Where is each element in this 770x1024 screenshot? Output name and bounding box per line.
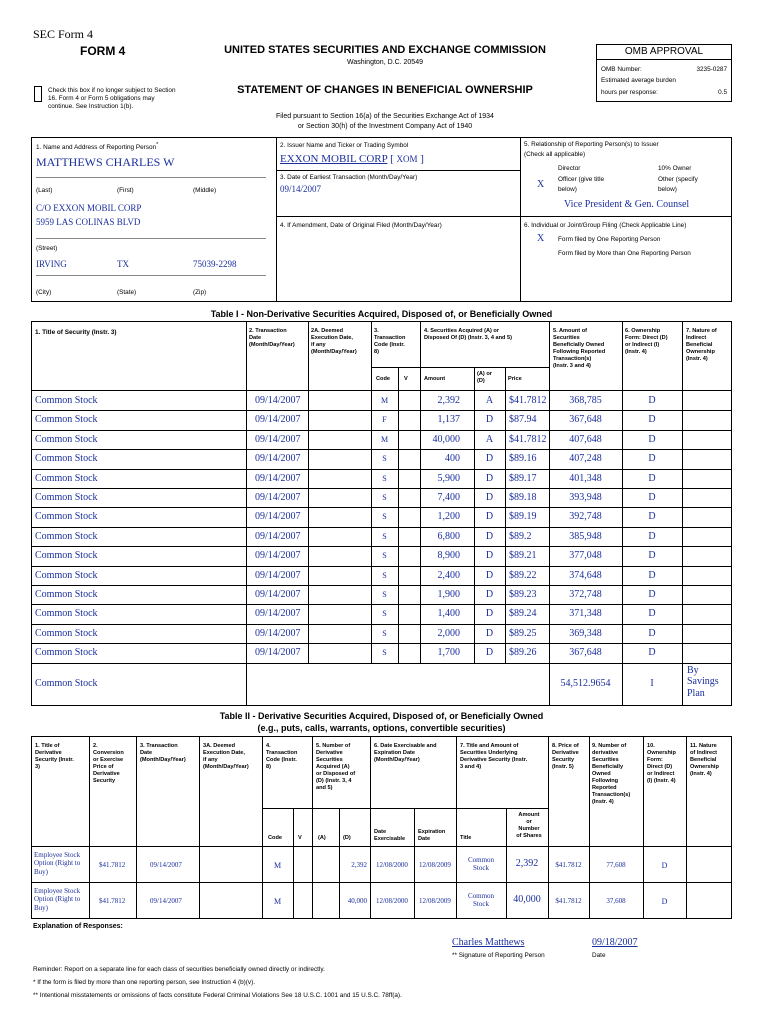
security-title: Common Stock	[35, 530, 98, 542]
acquired-disposed: D	[485, 492, 494, 503]
officer-checkmark[interactable]: X	[537, 179, 545, 190]
footnote-2: ** Intentional misstatements or omissions of facts constitute Federal Criminal Violations See 18 U.S.C. 1001 and 15 U.S.C. 78ff(a).	[33, 992, 402, 999]
transaction-code: S	[382, 454, 387, 464]
middle-label: (Middle)	[193, 187, 217, 194]
date-exercisable: 12/08/2000	[376, 897, 408, 905]
price: $89.24	[509, 608, 537, 620]
acquired-disposed: D	[485, 453, 494, 465]
price: $89.25	[509, 627, 537, 639]
street-label: (Street)	[36, 245, 58, 252]
table2-title-2: (e.g., puts, calls, warrants, options, convertible securities)	[257, 723, 506, 733]
t1-sub-v: V	[404, 376, 408, 382]
ownership-form: D	[648, 569, 656, 581]
t2-col-nature: 11. Nature of Indirect Beneficial Ownership (Instr. 4)	[690, 743, 719, 777]
t1-sub-amount: Amount	[424, 376, 446, 382]
transaction-code: S	[382, 609, 387, 619]
disposed-amount: 2,392	[351, 861, 367, 869]
transaction-code: S	[382, 512, 387, 522]
officer-label-1: Officer (give title	[558, 176, 605, 183]
last-label: (Last)	[36, 187, 53, 194]
ownership-form: D	[648, 647, 656, 659]
t2-col-owned: 9. Number of derivative Securities Beneficially Owned Following Reported Transaction(s) (Instr. 4)	[592, 743, 631, 805]
price: $41.7812	[509, 433, 547, 445]
conversion-price: $41.7812	[99, 897, 126, 905]
t1-col-owned: 5. Amount of Securities Beneficially Owned Following Reported Transaction(s) (Instr. 3 and 4)	[553, 328, 606, 369]
reminder-text: Reminder: Report on a separate line for each class of securities beneficially owned directly or indirectly.	[33, 966, 325, 973]
amount-owned: 385,948	[569, 530, 602, 542]
nature-of-ownership: By Savings Plan	[687, 664, 719, 699]
security-title: Common Stock	[35, 511, 98, 523]
explanation-label: Explanation of Responses:	[33, 923, 123, 930]
security-title: Common Stock	[35, 395, 98, 406]
form-label: SEC Form 4	[33, 27, 94, 41]
city-value: IRVING	[36, 259, 67, 269]
transaction-code: S	[382, 531, 387, 541]
t2-col-code: 4. Transaction Code (Instr. 8)	[266, 743, 298, 770]
ownership-form: D	[648, 550, 656, 562]
ownership-form: D	[648, 492, 656, 503]
issuer-label: 2. Issuer Name and Ticker or Trading Symbol	[280, 142, 409, 149]
derivative-price: $41.7812	[555, 861, 582, 869]
acquired-disposed: D	[485, 530, 494, 542]
footnote-1: * If the form is filed by more than one reporting person, see Instruction 4 (b)(v).	[33, 979, 255, 986]
security-title: Common Stock	[35, 677, 98, 689]
transaction-code: S	[382, 473, 387, 483]
transaction-date: 09/14/2007	[150, 897, 182, 905]
securities-amount: 2,000	[437, 627, 460, 639]
expiration-date: 12/08/2009	[419, 897, 451, 905]
t2-sub-title: Title	[460, 835, 472, 841]
acquired-disposed: A	[485, 433, 494, 445]
zip-label: (Zip)	[193, 289, 207, 296]
t2-sub-v: V	[298, 835, 302, 841]
transaction-code: M	[380, 434, 389, 444]
ownership-form: D	[661, 861, 668, 870]
date-exercisable: 12/08/2000	[376, 861, 408, 869]
transaction-date: 09/14/2007	[255, 414, 301, 426]
amount-owned: 377,048	[569, 550, 602, 562]
section16-text: Check this box if no longer subject to Section 16. Form 4 or Form 5 obligations may continue. See Instruction 1(b).	[48, 87, 176, 110]
derivative-title: Employee Stock Option (Right to Buy)	[34, 887, 81, 912]
transaction-code: M	[380, 396, 389, 405]
transaction-date: 09/14/2007	[255, 608, 301, 620]
amount-owned: 371,348	[569, 608, 602, 620]
acquired-disposed: D	[485, 569, 494, 581]
amount-owned: 367,648	[569, 414, 602, 426]
more-persons-label: Form filed by More than One Reporting Person	[558, 250, 691, 257]
amount-owned: 37,608	[606, 897, 626, 905]
filed-pursuant-2: or Section 30(h) of the Investment Company Act of 1940	[297, 123, 473, 130]
t1-sub-ad: (A) or (D)	[477, 371, 492, 384]
director-label: Director	[558, 165, 581, 172]
expiration-date: 12/08/2009	[419, 861, 451, 869]
ownership-form: D	[648, 530, 656, 542]
t2-sub-d: (D)	[343, 835, 351, 841]
price: $89.16	[509, 453, 537, 465]
amount-owned: 77,608	[606, 861, 626, 869]
officer-title: Vice President & Gen. Counsel	[564, 199, 690, 210]
security-title: Common Stock	[35, 550, 98, 562]
t2-sub-a: (A)	[318, 835, 326, 841]
city-label: (City)	[36, 289, 52, 296]
underlying-title: Common Stock	[467, 856, 495, 873]
ownership-form: D	[648, 395, 656, 406]
price: $87.94	[509, 414, 537, 426]
transaction-code: S	[382, 648, 387, 658]
ownership-form: D	[648, 453, 656, 465]
price: $89.21	[509, 550, 537, 562]
t2-col-title: 1. Title of Derivative Security (Instr. 3)	[35, 743, 74, 770]
security-title: Common Stock	[35, 472, 98, 484]
derivative-title: Employee Stock Option (Right to Buy)	[34, 851, 81, 876]
state-value: TX	[117, 259, 129, 269]
acquired-disposed: D	[485, 550, 494, 562]
security-title: Common Stock	[35, 414, 98, 426]
ownership-form: I	[650, 677, 654, 689]
reporting-person-label: 1. Name and Address of Reporting Person*	[36, 142, 159, 152]
filed-pursuant-1: Filed pursuant to Section 16(a) of the Securities Exchange Act of 1934	[276, 113, 494, 120]
t1-col-date: 2. Transaction Date (Month/Day/Year)	[249, 328, 295, 348]
amount-owned: 372,748	[569, 589, 602, 600]
amount-owned: 392,748	[569, 511, 602, 523]
signature-label: ** Signature of Reporting Person	[452, 952, 545, 959]
ownership-form: D	[661, 897, 668, 906]
transaction-date: 09/14/2007	[255, 395, 301, 406]
price: $89.18	[509, 492, 537, 503]
securities-amount: 6,800	[437, 530, 460, 542]
transaction-code: S	[382, 590, 387, 599]
t2-col-number: 5. Number of Derivative Securities Acquired (A) or Disposed of (D) (Instr. 3, 4 and 5)	[316, 743, 356, 791]
earliest-transaction-date: 09/14/2007	[280, 184, 322, 194]
transaction-date: 09/14/2007	[255, 433, 301, 445]
t2-sub-amount: Amount or Number of Shares	[516, 812, 542, 839]
security-title: Common Stock	[35, 433, 98, 445]
date-label: Date	[592, 952, 606, 959]
issuer-name: EXXON MOBIL CORP [ XOM ]	[280, 153, 424, 165]
ownership-form: D	[648, 589, 656, 600]
agency-location: Washington, D.C. 20549	[346, 59, 423, 66]
t2-col-ownership-form: 10. Ownership Form: Direct (D) or Indirect (I) (Instr. 4)	[647, 743, 676, 784]
acquired-disposed: A	[485, 395, 494, 406]
agency-title: UNITED STATES SECURITIES AND EXCHANGE COMMISSION	[224, 44, 546, 56]
omb-burden-value: 0.5	[718, 89, 727, 96]
transaction-date: 09/14/2007	[255, 492, 301, 503]
security-title: Common Stock	[35, 589, 98, 600]
amount-owned: 401,348	[569, 472, 602, 484]
filing-label: 6. Individual or Joint/Group Filing (Check Applicable Line)	[524, 222, 687, 229]
t1-col-nature: 7. Nature of Indirect Beneficial Ownership (Instr. 4)	[686, 328, 717, 362]
transaction-code: M	[273, 861, 282, 870]
securities-amount: 40,000	[432, 433, 460, 445]
ownership-form: D	[648, 511, 656, 523]
security-title: Common Stock	[35, 492, 98, 503]
conversion-price: $41.7812	[99, 861, 126, 869]
transaction-date: 09/14/2007	[255, 589, 301, 600]
amount-owned: 367,648	[569, 647, 602, 659]
relationship-check-label: (Check all applicable)	[524, 151, 586, 158]
security-title: Common Stock	[35, 569, 98, 581]
t1-sub-price: Price	[508, 376, 522, 382]
securities-amount: 1,137	[437, 414, 460, 426]
other-label-2: below)	[658, 186, 677, 193]
acquired-disposed: D	[485, 511, 494, 523]
t1-col-code: 3. Transaction Code (Instr. 8)	[374, 328, 406, 355]
derivative-price: $41.7812	[555, 897, 582, 905]
transaction-code: M	[273, 897, 282, 906]
t2-col-price: 8. Price of Derivative Security (Instr. 5)	[552, 743, 579, 770]
acquired-disposed: D	[485, 627, 494, 639]
transaction-code: S	[382, 570, 387, 580]
omb-burden-label-1: Estimated average burden	[601, 77, 676, 84]
price: $89.19	[509, 511, 537, 523]
securities-amount: 5,900	[437, 472, 460, 484]
amount-owned: 54,512.9654	[560, 677, 611, 689]
issuer-ticker: XOM	[396, 154, 418, 164]
t1-col-title: 1. Title of Security (Instr. 3)	[35, 329, 117, 336]
amount-owned: 393,948	[569, 492, 602, 503]
t1-sub-code: Code	[376, 376, 390, 382]
t1-col-ownership-form: 6. Ownership Form: Direct (D) or Indirect (I) (Instr. 4)	[625, 328, 668, 355]
transaction-date: 09/14/2007	[255, 530, 301, 542]
acquired-disposed: D	[485, 472, 494, 484]
underlying-title: Common Stock	[467, 892, 495, 909]
security-title: Common Stock	[35, 627, 98, 639]
officer-label-2: below)	[558, 186, 577, 193]
transaction-date: 09/14/2007	[255, 472, 301, 484]
section16-checkbox[interactable]	[34, 86, 42, 102]
relationship-label: 5. Relationship of Reporting Person(s) to Issuer	[524, 141, 659, 148]
amendment-label: 4. If Amendment, Date of Original Filed (Month/Day/Year)	[280, 222, 442, 229]
ownership-form: D	[648, 433, 656, 445]
statement-title: STATEMENT OF CHANGES IN BENEFICIAL OWNERSHIP	[237, 84, 533, 96]
acquired-disposed: D	[485, 414, 494, 426]
form-title: FORM 4	[80, 44, 126, 58]
amount-owned: 369,348	[569, 627, 602, 639]
securities-amount: 2,400	[437, 569, 460, 581]
securities-amount: 2,392	[437, 395, 460, 406]
other-label-1: Other (specify	[658, 176, 698, 183]
transaction-date: 09/14/2007	[255, 627, 301, 639]
transaction-code: F	[382, 415, 387, 425]
securities-amount: 1,900	[437, 589, 460, 600]
transaction-code: S	[382, 628, 387, 638]
t2-col-exercisable: 6. Date Exercisable and Expiration Date (Month/Day/Year)	[374, 743, 437, 763]
state-label: (State)	[117, 289, 137, 296]
security-title: Common Stock	[35, 608, 98, 620]
transaction-code: S	[382, 493, 387, 502]
address-line-2: 5959 LAS COLINAS BLVD	[36, 217, 141, 227]
amount-owned: 368,785	[569, 395, 602, 406]
disposed-amount: 40,000	[347, 897, 367, 905]
ownership-form: D	[648, 627, 656, 639]
address-line-1: C/O EXXON MOBIL CORP	[36, 203, 142, 213]
securities-amount: 1,700	[437, 647, 460, 659]
reporting-person-name: MATTHEWS CHARLES W	[36, 155, 175, 169]
ownership-form: D	[648, 472, 656, 484]
omb-number-value: 3235-0287	[696, 66, 727, 73]
security-title: Common Stock	[35, 453, 98, 465]
ownership-form: D	[648, 414, 656, 426]
price: $89.2	[509, 530, 532, 542]
price: $89.22	[509, 569, 537, 581]
securities-amount: 8,900	[437, 550, 460, 562]
transaction-date: 09/14/2007	[150, 861, 182, 869]
omb-number-label: OMB Number:	[601, 66, 642, 73]
acquired-disposed: D	[485, 647, 494, 659]
underlying-amount: 40,000	[513, 894, 541, 905]
acquired-disposed: D	[485, 608, 494, 620]
table1-title: Table I - Non-Derivative Securities Acquired, Disposed of, or Beneficially Owned	[210, 309, 553, 319]
security-title: Common Stock	[35, 647, 98, 659]
t1-col-deemed: 2A. Deemed Execution Date, if any (Month/Day/Year)	[311, 328, 357, 355]
transaction-date: 09/14/2007	[255, 511, 301, 523]
t2-sub-expiration: Expiration Date	[418, 829, 446, 842]
first-label: (First)	[117, 187, 134, 194]
zip-value: 75039-2298	[193, 259, 237, 269]
omb-title: OMB APPROVAL	[624, 46, 704, 57]
t2-col-underlying: 7. Title and Amount of Securities Underlying Derivative Security (Instr. 3 and 4)	[460, 743, 528, 770]
one-person-checkmark[interactable]: X	[537, 233, 545, 244]
securities-amount: 400	[445, 453, 460, 465]
amount-owned: 374,648	[569, 569, 602, 581]
t1-col-securities: 4. Securities Acquired (A) or Disposed Of (D) (Instr. 3, 4 and 5)	[424, 328, 512, 341]
price: $89.26	[509, 647, 537, 659]
transaction-code: S	[382, 551, 387, 561]
table2-title-1: Table II - Derivative Securities Acquired, Disposed of, or Beneficially Owned	[219, 711, 544, 721]
t2-col-deemed: 3A. Deemed Execution Date, if any (Month/Day/Year)	[203, 743, 249, 770]
omb-burden-label-2: hours per response:	[601, 89, 658, 96]
transaction-date: 09/14/2007	[255, 569, 301, 581]
earliest-transaction-label: 3. Date of Earliest Transaction (Month/Day/Year)	[280, 174, 418, 181]
securities-amount: 1,200	[437, 511, 460, 523]
underlying-amount: 2,392	[515, 858, 539, 869]
transaction-date: 09/14/2007	[255, 453, 301, 465]
signature-date: 09/18/2007	[592, 937, 638, 948]
securities-amount: 7,400	[437, 492, 460, 503]
one-person-label: Form filed by One Reporting Person	[558, 236, 661, 243]
transaction-date: 09/14/2007	[255, 647, 301, 659]
t2-sub-exercisable: Date Exercisable	[374, 829, 406, 842]
acquired-disposed: D	[485, 589, 494, 600]
price: $41.7812	[509, 395, 547, 406]
ownership-form: D	[648, 608, 656, 620]
signature-name: Charles Matthews	[452, 937, 525, 948]
transaction-date: 09/14/2007	[255, 550, 301, 562]
t2-col-conversion: 2. Conversion or Exercise Price of Derivative Security	[93, 743, 124, 784]
securities-amount: 1,400	[437, 608, 460, 620]
amount-owned: 407,648	[569, 433, 602, 445]
t2-col-date: 3. Transaction Date (Month/Day/Year)	[140, 743, 186, 763]
t2-sub-code: Code	[268, 835, 282, 841]
ten-percent-label: 10% Owner	[658, 165, 692, 172]
price: $89.17	[509, 472, 537, 484]
amount-owned: 407,248	[569, 453, 602, 465]
price: $89.23	[509, 589, 537, 600]
